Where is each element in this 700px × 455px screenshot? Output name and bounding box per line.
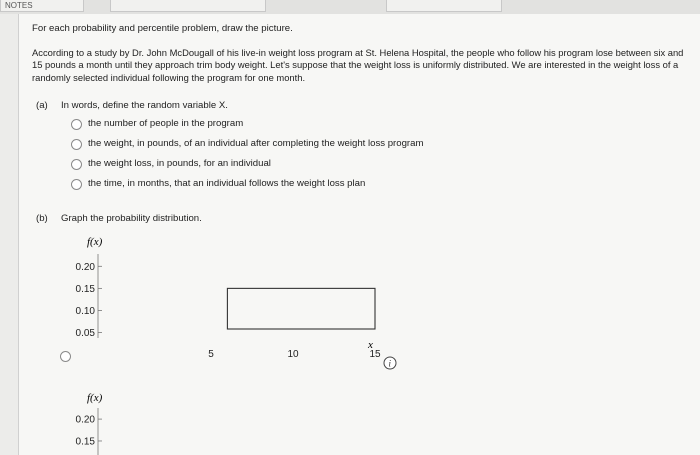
- svg-text:i: i: [388, 358, 392, 369]
- graph-1-uniform-rectangle: [227, 288, 375, 329]
- tab-notes-label: NOTES: [5, 1, 33, 10]
- info-icon[interactable]: [383, 356, 397, 370]
- radio-option-4[interactable]: [71, 179, 82, 190]
- tab-blank-2[interactable]: [386, 0, 502, 12]
- option-3-label[interactable]: the weight loss, in pounds, for an individual: [88, 158, 271, 169]
- part-b-prompt: Graph the probability distribution.: [61, 213, 202, 224]
- question-page: [18, 14, 700, 455]
- graph-2-y-tick-label: 0.15: [75, 436, 95, 448]
- radio-option-3[interactable]: [71, 159, 82, 170]
- graph-1-xlabel: x: [368, 339, 373, 351]
- graph-2-y-tick-label: 0.20: [75, 414, 95, 426]
- graph-option-1: [19, 226, 399, 366]
- problem-text: According to a study by Dr. John McDougall of his live-in weight loss program at St. Helena Hospital, the people who follow his program lose between six and 15 pounds a month until they approach trim body weight. Let's suppose that the weight loss is uniformly distributed. We are interested in the weight loss of a randomly selected individual following the program for one month.: [32, 47, 684, 83]
- graph-1-y-tick-label: 0.05: [75, 328, 95, 340]
- option-1-label[interactable]: the number of people in the program: [88, 118, 244, 129]
- part-b-label: (b): [36, 213, 48, 224]
- instruction-text: For each probability and percentile problem, draw the picture.: [32, 23, 293, 34]
- graph-1-x-tick-label: 10: [287, 349, 299, 360]
- graph-1-y-tick-label: 0.20: [75, 261, 95, 273]
- tab-notes[interactable]: [0, 0, 84, 12]
- graph-1-x-tick-label: 5: [208, 349, 214, 360]
- option-2-label[interactable]: the weight, in pounds, of an individual after completing the weight loss program: [88, 138, 424, 149]
- option-4-label[interactable]: the time, in months, that an individual follows the weight loss plan: [88, 178, 366, 189]
- part-a-label: (a): [36, 100, 48, 111]
- part-a-prompt: In words, define the random variable X.: [61, 100, 228, 111]
- graph-1-y-tick-label: 0.15: [75, 283, 95, 295]
- tab-blank-1[interactable]: [110, 0, 266, 12]
- browser-top-strip: [0, 0, 700, 14]
- graph-2-ylabel: f(x): [87, 392, 103, 404]
- graph-1-ylabel: f(x): [87, 236, 103, 248]
- graph-1-y-tick-label: 0.10: [75, 305, 95, 317]
- radio-option-1[interactable]: [71, 119, 82, 130]
- radio-option-2[interactable]: [71, 139, 82, 150]
- radio-graph-1[interactable]: [60, 351, 71, 362]
- graph-option-2: [19, 382, 399, 455]
- graph-1-x-tick-label: 15: [369, 349, 381, 360]
